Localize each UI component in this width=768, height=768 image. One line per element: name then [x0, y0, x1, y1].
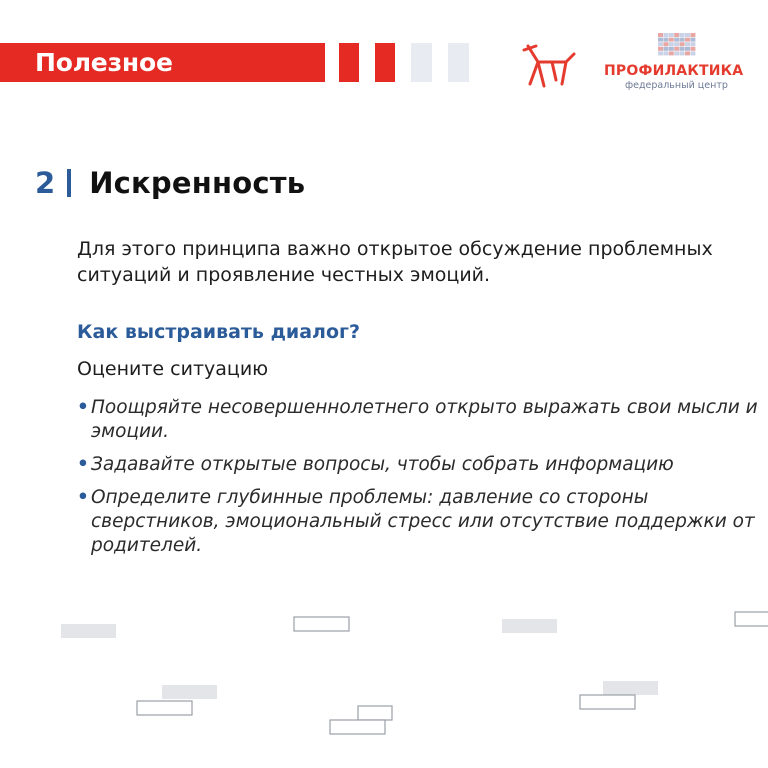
logo-grid-cell	[685, 38, 690, 42]
logo-grid-cell	[690, 42, 695, 46]
bullet-icon: •	[77, 454, 89, 475]
bullet-icon: •	[77, 487, 89, 508]
logo-grid-cell	[674, 42, 679, 46]
logo-grid-cell	[674, 33, 679, 37]
header-stripe-red-1	[339, 43, 359, 82]
tip-text: Поощряйте несовершеннолетнего открыто выражать свои мысли и эмоции.	[91, 397, 758, 442]
logo-grid-cell	[663, 42, 668, 46]
pixel-grid-logo-icon	[658, 33, 696, 57]
logo-grid-cell	[658, 42, 663, 46]
logo-grid-cell	[658, 33, 663, 37]
assess-label: Оцените ситуацию	[77, 358, 269, 380]
logo-grid-cell	[663, 47, 668, 51]
brand-subtitle: федеральный центр	[625, 80, 728, 91]
logo-grid-cell	[680, 38, 685, 42]
logo-grid-cell	[663, 33, 668, 37]
tips-list	[77, 396, 767, 567]
logo-grid-cell	[663, 51, 668, 55]
logo-grid-cell	[690, 51, 695, 55]
logo-grid-cell	[685, 51, 690, 55]
logo-grid-cell	[690, 47, 695, 51]
logo-grid-cell	[674, 47, 679, 51]
logo-grid-cell	[680, 33, 685, 37]
logo-grid-cell	[685, 33, 690, 37]
list-item	[77, 453, 767, 477]
logo-grid-cell	[674, 51, 679, 55]
logo-grid-cell	[680, 51, 685, 55]
section-divider	[67, 169, 71, 197]
section-title: Искренность	[89, 166, 306, 200]
header-title: Полезное	[35, 48, 173, 77]
logo-grid-cell	[680, 42, 685, 46]
logo-grid-cell	[685, 42, 690, 46]
intro-text: Для этого принципа важно открытое обсуждение проблемных ситуаций и проявление честных эмоций.	[77, 238, 713, 286]
tip-text: Определите глубинные проблемы: давление со стороны сверстников, эмоциональный стресс или отсутствие поддержки от родителей.	[91, 487, 755, 556]
list-item	[77, 486, 767, 558]
logo-grid-cell	[658, 51, 663, 55]
logo-grid-cell	[685, 47, 690, 51]
list-item	[77, 396, 767, 444]
header-stripe-light-1	[411, 43, 432, 82]
logo-grid-cell	[669, 33, 674, 37]
brand-name: ПРОФИЛАКТИКА	[604, 63, 744, 79]
logo-grid-cell	[690, 33, 695, 37]
section-number: 2	[35, 166, 56, 200]
logo-grid-cell	[669, 51, 674, 55]
logo-grid-cell	[658, 47, 663, 51]
logo-grid-cell	[669, 47, 674, 51]
chair-logo-icon	[522, 40, 578, 88]
header-stripe-red-2	[375, 43, 395, 82]
tip-text: Задавайте открытые вопросы, чтобы собрать информацию	[91, 454, 674, 475]
logo-grid-cell	[669, 38, 674, 42]
logo-grid-cell	[658, 38, 663, 42]
logo-grid-cell	[663, 38, 668, 42]
logo-grid-cell	[680, 47, 685, 51]
section-heading	[35, 163, 305, 203]
bullet-icon: •	[77, 397, 89, 418]
header-stripe-light-2	[448, 43, 469, 82]
logo-grid-cell	[669, 42, 674, 46]
logo-grid-cell	[690, 38, 695, 42]
header-bar	[0, 43, 325, 82]
dialog-heading: Как выстраивать диалог?	[77, 321, 360, 343]
logo-grid-cell	[674, 38, 679, 42]
